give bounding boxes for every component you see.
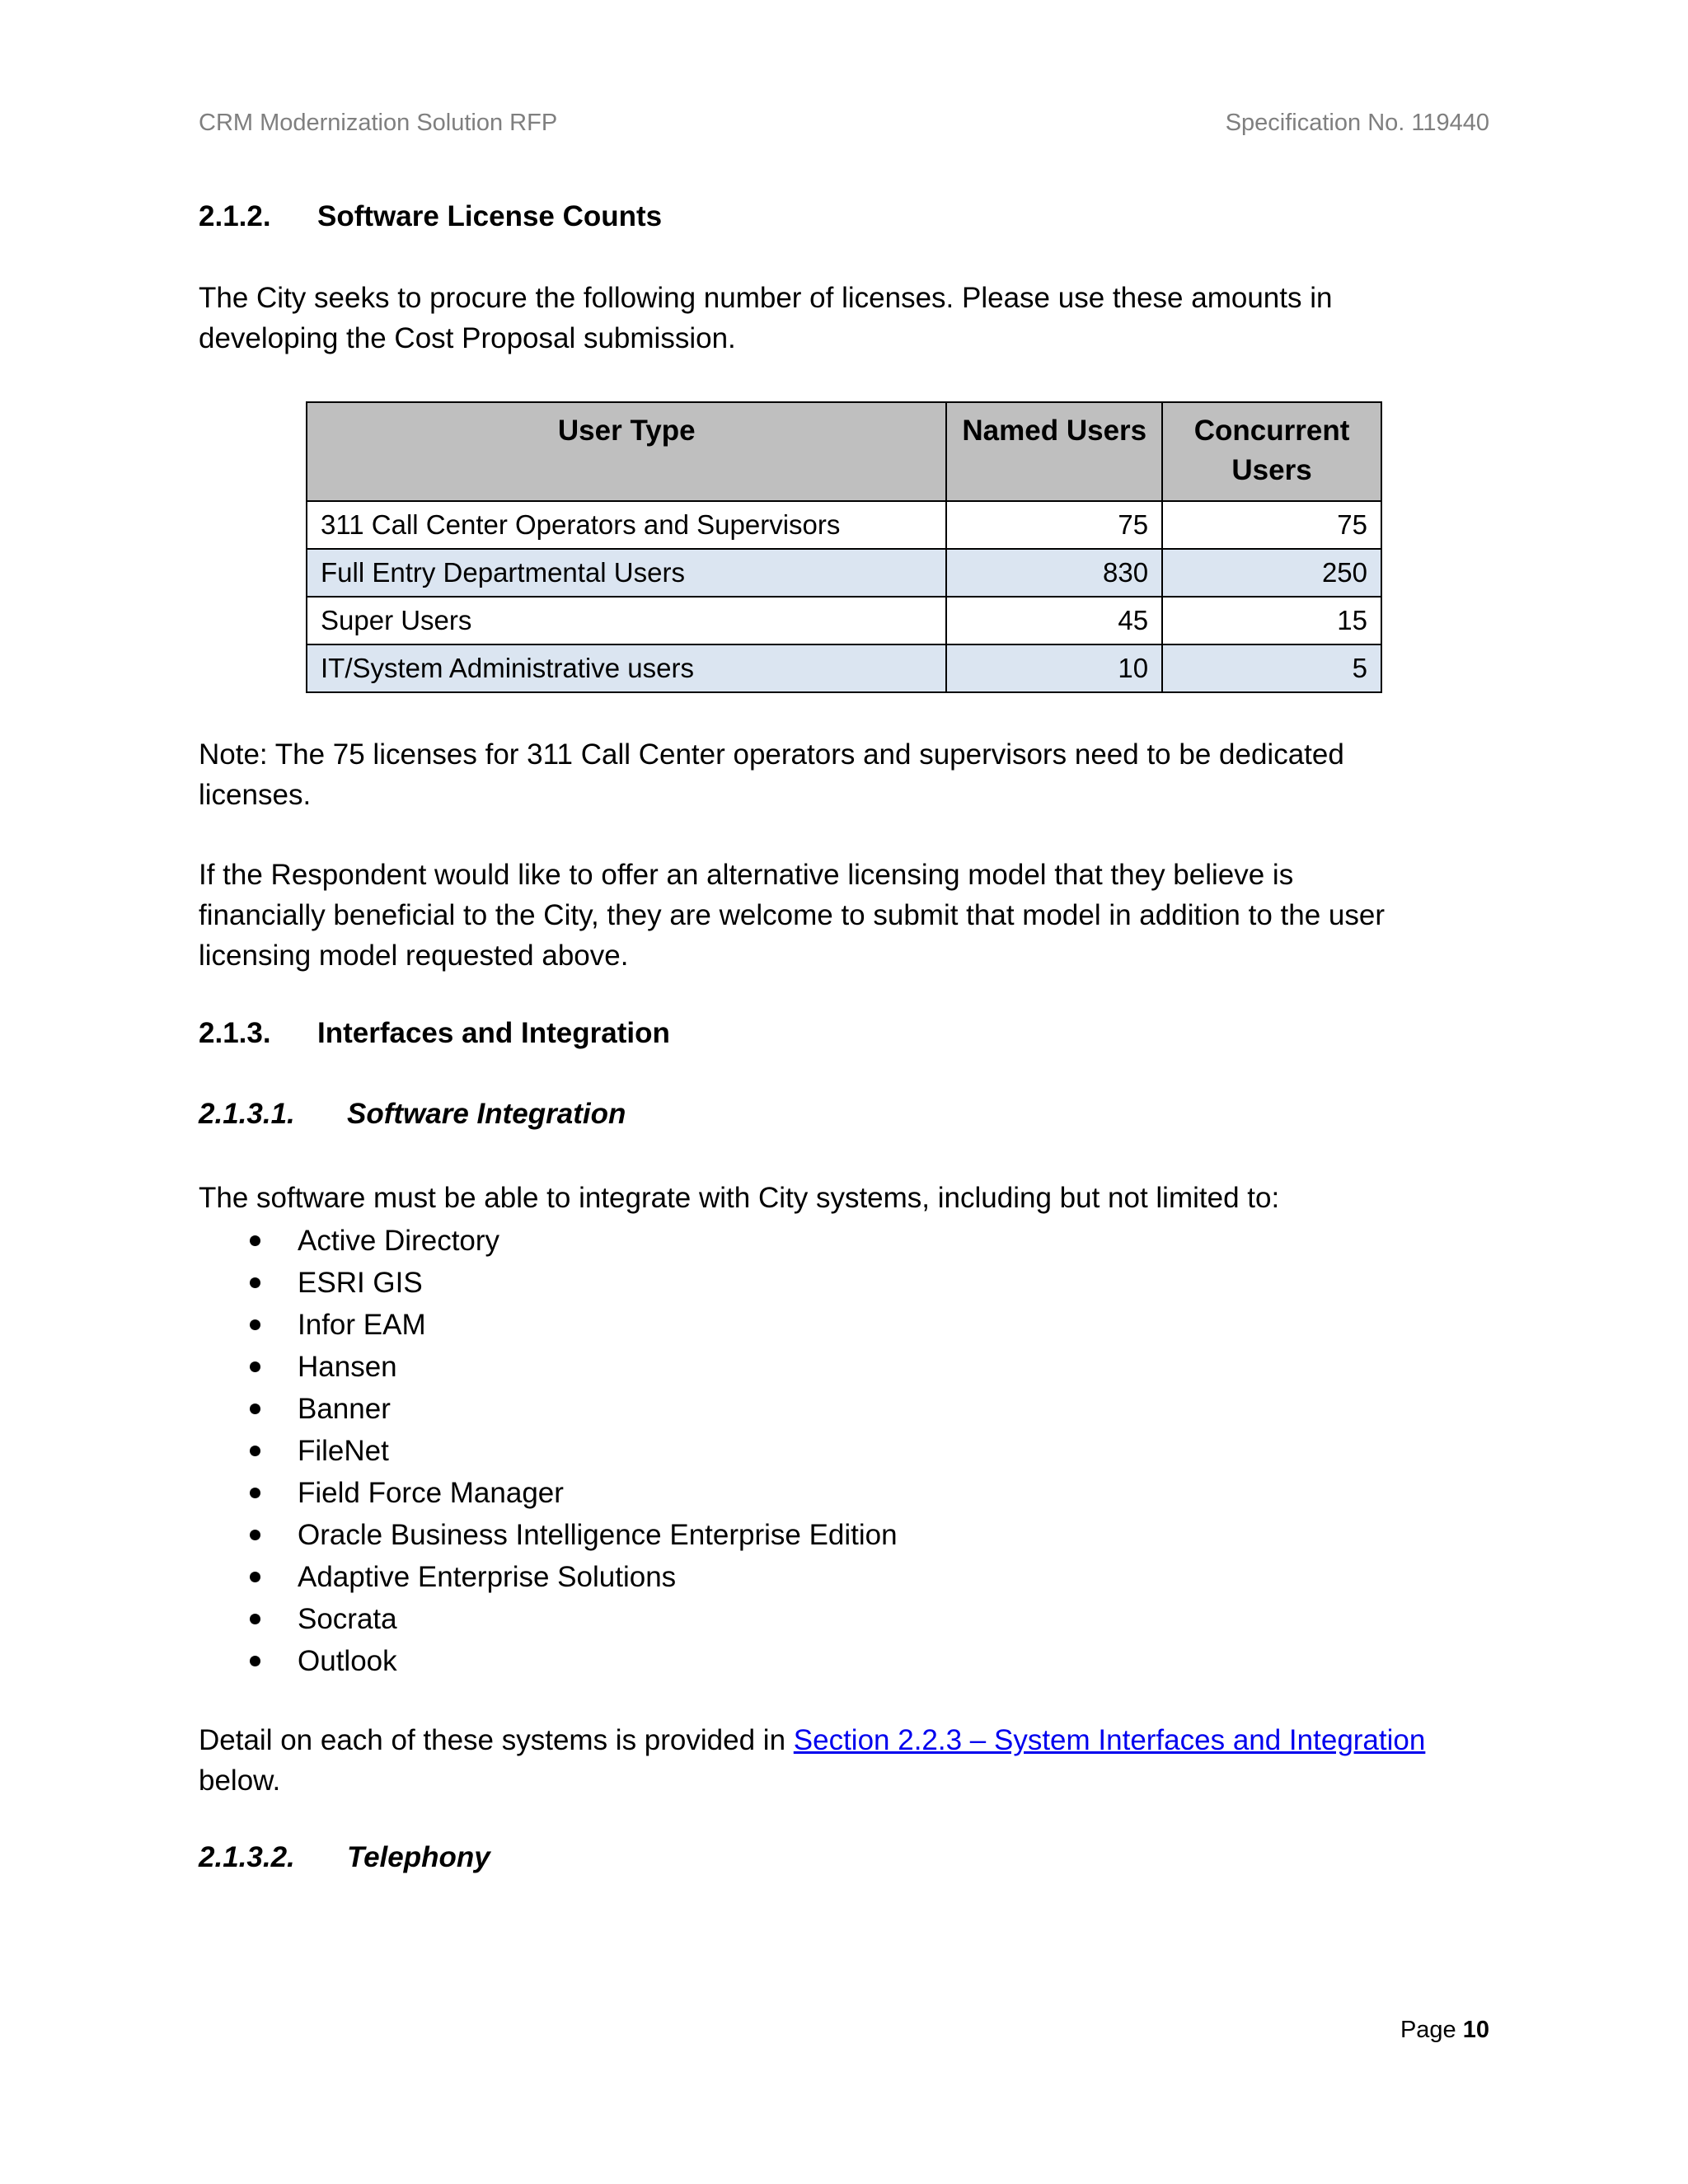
cell-named-users: 830	[946, 549, 1162, 597]
section-number: 2.1.3.2.	[199, 1841, 295, 1873]
list-item: Socrata	[199, 1598, 898, 1640]
table-row	[307, 644, 1381, 692]
section-heading-2-1-3-1	[199, 1098, 626, 1131]
list-item: Infor EAM	[199, 1304, 898, 1346]
section-title: Software Integration	[347, 1098, 626, 1130]
paragraph-line: The City seeks to procure the following number of licenses. Please use these amounts in	[199, 282, 1333, 314]
cell-named-users: 75	[946, 501, 1162, 549]
section-number: 2.1.3.1.	[199, 1098, 295, 1130]
cell-user-type: Super Users	[307, 597, 946, 644]
table-row	[307, 549, 1381, 597]
note-paragraph	[199, 734, 1493, 815]
cell-named-users: 45	[946, 597, 1162, 644]
bullet-icon	[250, 1319, 260, 1330]
list-item: FileNet	[199, 1430, 898, 1472]
bullet-icon	[250, 1656, 260, 1666]
section-2-2-3-link[interactable]: Section 2.2.3 – System Interfaces and Integration	[793, 1724, 1426, 1756]
bullet-icon	[250, 1277, 260, 1288]
section-number: 2.1.2.	[199, 200, 271, 232]
bullet-icon	[250, 1404, 260, 1414]
table-row	[307, 501, 1381, 549]
section-title: Software License Counts	[317, 200, 663, 232]
bullet-icon	[250, 1530, 260, 1540]
alternative-licensing-paragraph	[199, 855, 1493, 976]
integration-systems-list	[199, 1220, 898, 1682]
cell-user-type: IT/System Administrative users	[307, 644, 946, 692]
cell-concurrent-users: 5	[1162, 644, 1381, 692]
paragraph-line: If the Respondent would like to offer an alternative licensing model that they believe is	[199, 859, 1294, 891]
cell-named-users: 10	[946, 644, 1162, 692]
paragraph-line: licensing model requested above.	[199, 940, 629, 972]
header-title: CRM Modernization Solution RFP	[199, 110, 558, 136]
page-number-footer	[1400, 2017, 1489, 2044]
cell-user-type: 311 Call Center Operators and Supervisors	[307, 501, 946, 549]
list-item: Adaptive Enterprise Solutions	[199, 1556, 898, 1598]
cell-user-type: Full Entry Departmental Users	[307, 549, 946, 597]
license-count-table	[306, 401, 1382, 693]
list-item: ESRI GIS	[199, 1262, 898, 1304]
column-header-concurrent-users: Concurrent Users	[1162, 402, 1381, 501]
page-number: 10	[1462, 2017, 1489, 2043]
page-label: Page	[1400, 2017, 1463, 2043]
paragraph-line: licenses.	[199, 779, 312, 811]
bullet-icon	[250, 1446, 260, 1456]
bullet-icon	[250, 1235, 260, 1246]
paragraph-line: developing the Cost Proposal submission.	[199, 322, 736, 354]
table-row	[307, 597, 1381, 644]
list-item: Outlook	[199, 1640, 898, 1682]
bullet-icon	[250, 1488, 260, 1498]
paragraph-line: Detail on each of these systems is provided in Section 2.2.3 – System Interfaces and Integration	[199, 1724, 1426, 1756]
bullet-icon	[250, 1361, 260, 1372]
table-header-row	[307, 402, 1381, 501]
paragraph-line: financially beneficial to the City, they are welcome to submit that model in addition to the user	[199, 899, 1385, 931]
list-item: Active Directory	[199, 1220, 898, 1262]
header-spec-number: Specification No. 119440	[1225, 110, 1489, 136]
license-intro-paragraph	[199, 278, 1493, 359]
section-number: 2.1.3.	[199, 1017, 271, 1049]
paragraph-line: below.	[199, 1765, 281, 1797]
section-heading-2-1-3	[199, 1017, 670, 1050]
integration-intro: The software must be able to integrate with City systems, including but not limited to:	[199, 1182, 1280, 1214]
cell-concurrent-users: 15	[1162, 597, 1381, 644]
list-item: Field Force Manager	[199, 1472, 898, 1514]
paragraph-line: Note: The 75 licenses for 311 Call Center operators and supervisors need to be dedicated	[199, 738, 1344, 771]
section-title: Telephony	[347, 1841, 490, 1873]
cell-concurrent-users: 250	[1162, 549, 1381, 597]
section-heading-2-1-3-2	[199, 1841, 490, 1874]
list-item: Hansen	[199, 1346, 898, 1388]
integration-detail-paragraph	[199, 1720, 1493, 1801]
section-title: Interfaces and Integration	[317, 1017, 670, 1049]
cell-concurrent-users: 75	[1162, 501, 1381, 549]
column-header-user-type: User Type	[307, 402, 946, 501]
list-item: Banner	[199, 1388, 898, 1430]
bullet-icon	[250, 1572, 260, 1582]
column-header-named-users: Named Users	[946, 402, 1162, 501]
list-item: Oracle Business Intelligence Enterprise Edition	[199, 1514, 898, 1556]
bullet-icon	[250, 1614, 260, 1624]
section-heading-2-1-2	[199, 200, 662, 233]
